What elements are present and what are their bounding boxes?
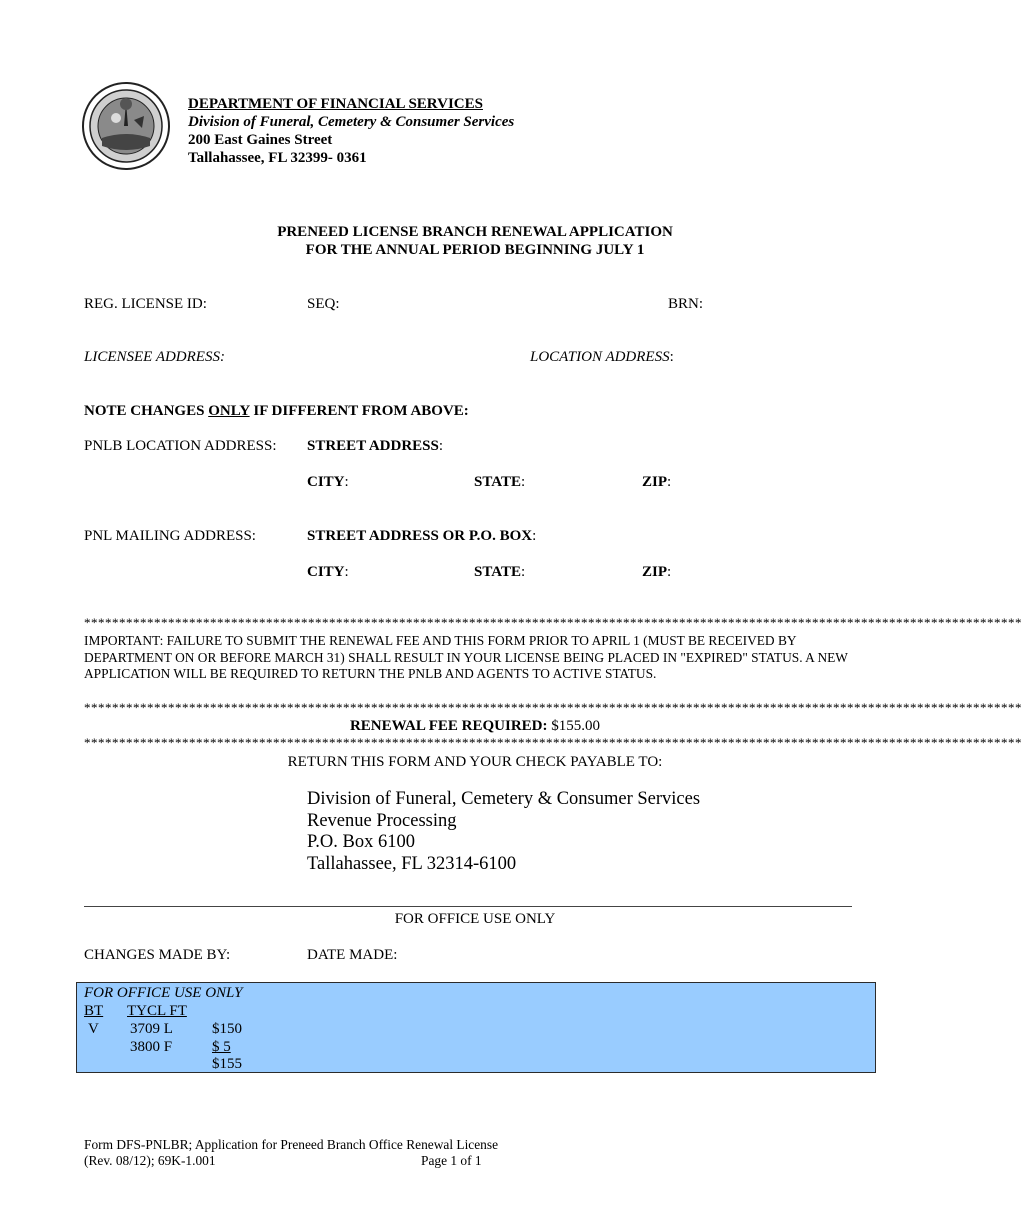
date-made-label: DATE MADE: — [307, 947, 398, 963]
form-footer-title: Form DFS-PNLBR; Application for Preneed Branch Office Renewal License — [84, 1137, 499, 1152]
division-name: Division of Funeral, Cemetery & Consumer Services — [188, 114, 515, 130]
row1-code: 3709 L — [130, 1021, 173, 1037]
row1-amount: $150 — [212, 1021, 242, 1037]
pnlb-street-address-label: STREET ADDRESS: — [307, 438, 444, 454]
remit-line-3: P.O. Box 6100 — [307, 832, 415, 852]
remit-line-2: Revenue Processing — [307, 811, 457, 831]
separator-stars: ************************************************************************************************************************************** — [84, 615, 1022, 630]
state-seal-logo — [82, 82, 170, 170]
seq-label: SEQ: — [307, 296, 340, 312]
tycl-header: TYCL FT — [127, 1003, 187, 1019]
note-changes-heading: NOTE CHANGES ONLY IF DIFFERENT FROM ABOVE: — [84, 403, 469, 419]
remit-line-1: Division of Funeral, Cemetery & Consumer Services — [307, 789, 701, 809]
important-notice: IMPORTANT: FAILURE TO SUBMIT THE RENEWAL FEE AND THIS FORM PRIOR TO APRIL 1 (MUST BE RECEIVED BY DEPARTMENT ON OR BEFORE MARCH 31) SHALL RESULT IN YOUR LICENSE BEING PLACED IN "EXPIRED" STATUS. A NEW APPLICATION WILL BE REQUIRED TO RETURN THE PNLB AND AGENTS TO ACTIVE STATUS. — [84, 633, 848, 681]
department-name: DEPARTMENT OF FINANCIAL SERVICES — [188, 96, 483, 112]
bt-header: BT — [84, 1003, 104, 1019]
department-street: 200 East Gaines Street — [188, 132, 333, 148]
location-address-label: LOCATION ADDRESS: — [530, 349, 674, 365]
licensee-address-label: LICENSEE ADDRESS: — [84, 349, 225, 365]
pnl-state-label: STATE: — [474, 564, 526, 580]
total-amount: $155 — [212, 1056, 242, 1072]
remit-line-4: Tallahassee, FL 32314-6100 — [307, 854, 517, 874]
pnl-mailing-address-label: PNL MAILING ADDRESS: — [84, 528, 256, 544]
bt-value: V — [88, 1021, 99, 1037]
pnl-street-address-label: STREET ADDRESS OR P.O. BOX: — [307, 528, 537, 544]
row2-code: 3800 F — [130, 1039, 173, 1055]
reg-license-id-label: REG. LICENSE ID: — [84, 296, 207, 312]
divider-line — [84, 906, 852, 907]
form-title: PRENEED LICENSE BRANCH RENEWAL APPLICATION — [277, 224, 673, 240]
separator-stars: ************************************************************************************************************************************** — [84, 735, 1022, 750]
pnlb-state-label: STATE: — [474, 474, 526, 490]
office-box-title: FOR OFFICE USE ONLY — [84, 985, 243, 1001]
row2-amount: $ 5 — [212, 1039, 231, 1055]
pnlb-zip-label: ZIP: — [642, 474, 672, 490]
brn-label: BRN: — [668, 296, 704, 312]
renewal-fee: RENEWAL FEE REQUIRED: $155.00 — [349, 718, 601, 734]
separator-stars: ************************************************************************************************************************************** — [84, 700, 1022, 715]
office-use-box — [76, 982, 876, 1073]
form-subtitle: FOR THE ANNUAL PERIOD BEGINNING JULY 1 — [305, 242, 645, 258]
return-instructions: RETURN THIS FORM AND YOUR CHECK PAYABLE TO: — [287, 754, 663, 770]
form-footer-revision: (Rev. 08/12); 69K-1.001 — [84, 1153, 216, 1168]
pnl-city-label: CITY: — [307, 564, 349, 580]
office-use-heading: FOR OFFICE USE ONLY — [394, 911, 556, 927]
pnlb-city-label: CITY: — [307, 474, 349, 490]
department-city: Tallahassee, FL 32399- 0361 — [188, 150, 367, 166]
page-number: Page 1 of 1 — [421, 1153, 482, 1168]
pnl-zip-label: ZIP: — [642, 564, 672, 580]
changes-made-by-label: CHANGES MADE BY: — [84, 947, 231, 963]
pnlb-location-address-label: PNLB LOCATION ADDRESS: — [84, 438, 277, 454]
